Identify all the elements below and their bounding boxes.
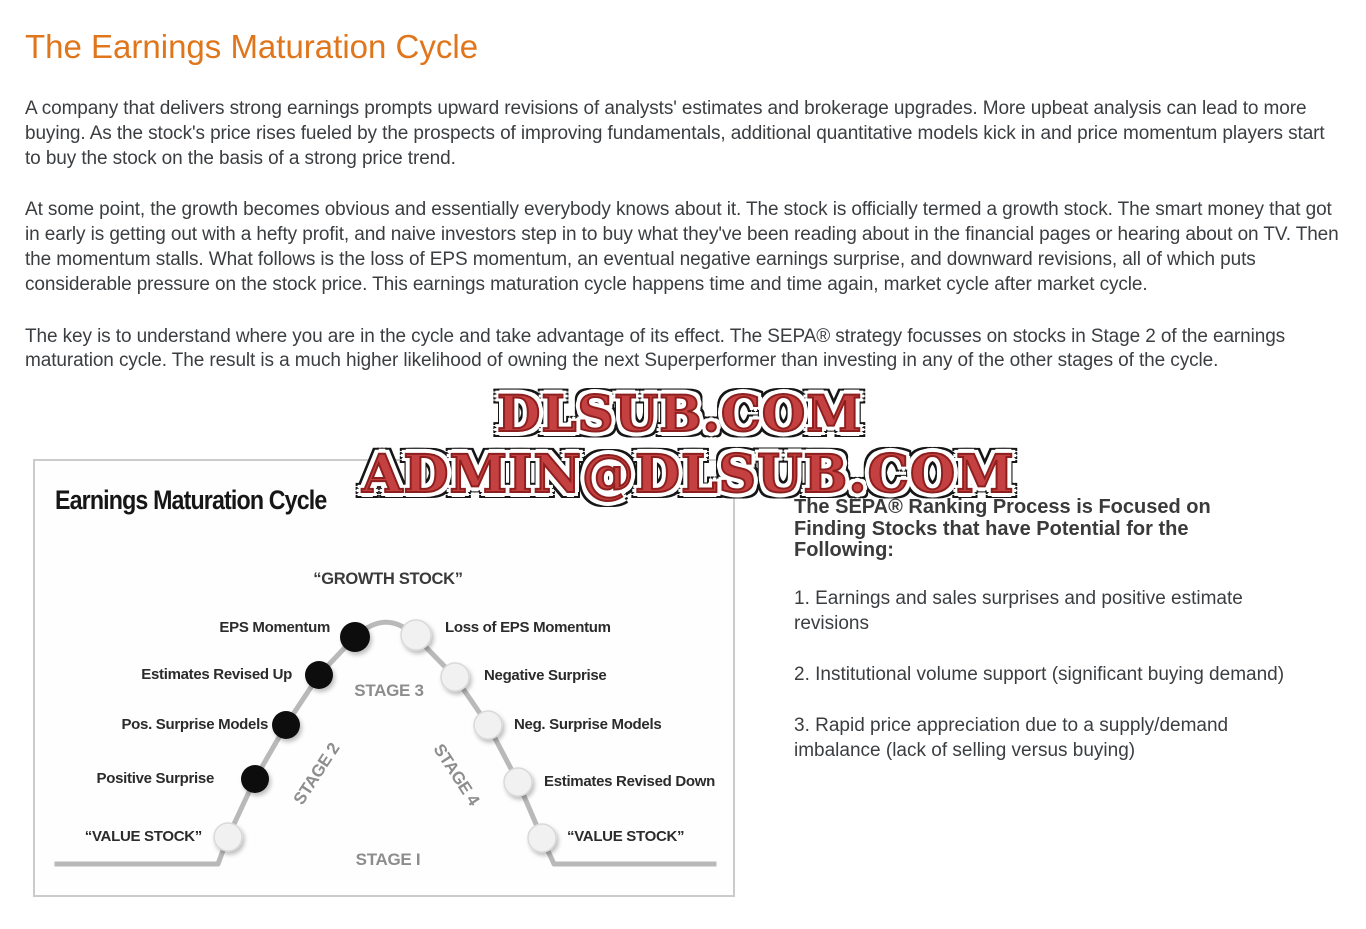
page-title: The Earnings Maturation Cycle xyxy=(25,28,479,65)
label-eps-momentum: EPS Momentum xyxy=(219,619,330,636)
sepa-item-3: 3. Rapid price appreciation due to a supply/demand imbalance (lack of selling versus buying) xyxy=(794,714,1229,761)
label-value-stock-left: “VALUE STOCK” xyxy=(84,828,202,845)
watermark-site-text: DLSUB.COM xyxy=(497,384,863,443)
label-positive-surprise: Positive Surprise xyxy=(96,770,214,787)
label-value-stock-right: “VALUE STOCK” xyxy=(567,828,685,845)
dot-pos-surprise-models xyxy=(272,711,300,739)
paragraph-3: The key is to understand where you are in the cycle and take advantage of its effect. The SEPA® strategy focusses on stocks in Stage 2 of the earnings maturation cycle. The result is a much higher likelihood of owning the next Superperformer than investing in any of the other stages of the cycle. xyxy=(25,325,1286,372)
dot-negative-surprise xyxy=(441,663,469,691)
label-pos-surprise-models: Pos. Surprise Models xyxy=(121,716,268,733)
dot-positive-surprise xyxy=(241,765,269,793)
dot-estimates-revised-up xyxy=(305,661,333,689)
article xyxy=(25,28,1345,401)
watermark-email-text: ADMIN@DLSUB.COM xyxy=(362,444,1015,505)
sepa-item-2: 2. Institutional volume support (significant buying demand) xyxy=(794,663,1285,685)
dot-eps-momentum xyxy=(340,622,370,652)
stage-1-label: STAGE I xyxy=(355,850,421,869)
label-loss-of-eps-momentum: Loss of EPS Momentum xyxy=(445,619,611,636)
sepa-ranking-column xyxy=(794,497,1288,789)
label-negative-surprise: Negative Surprise xyxy=(484,667,607,684)
figure-title: Earnings Maturation Cycle xyxy=(55,485,327,515)
label-estimates-revised-down: Estimates Revised Down xyxy=(544,773,715,790)
label-estimates-revised-up: Estimates Revised Up xyxy=(141,666,292,683)
sepa-item-1: 1. Earnings and sales surprises and positive estimate revisions xyxy=(794,587,1243,634)
stage-4-label: STAGE 4 xyxy=(429,740,484,809)
sepa-ranking-heading: The SEPA® Ranking Process is Focused on Finding Stocks that have Potential for the Following: xyxy=(794,496,1211,561)
label-neg-surprise-models: Neg. Surprise Models xyxy=(514,716,662,733)
growth-stock-label: “GROWTH STOCK” xyxy=(313,570,463,588)
stage-3-label: STAGE 3 xyxy=(354,681,424,700)
dot-value-stock-right xyxy=(528,824,556,852)
stage-2-label: STAGE 2 xyxy=(289,739,344,809)
paragraph-1: A company that delivers strong earnings prompts upward revisions of analysts' estimates and brokerage upgrades. More upbeat analysis can lead to more buying. As the stock's price rises fueled by the prospects of improving fundamentals, additional quantitative models kick in and price momentum players start to buy the stock on the basis of a strong price trend. xyxy=(25,98,1325,169)
dot-value-stock-left xyxy=(214,823,242,851)
earnings-cycle-figure xyxy=(33,459,735,897)
paragraph-2: At some point, the growth becomes obvious and essentially everybody knows about it. The stock is officially termed a growth stock. The smart money that got in early is getting out with a hefty profit, and naive investors step in to buy what they've been reading about in the financial pages or hearing about on TV. Then the momentum stalls. What follows is the loss of EPS momentum, an eventual negative earnings surprise, and downward revisions, all of which puts considerable pressure on the stock price. This earnings maturation cycle happens time and time again, market cycle after market cycle. xyxy=(25,199,1339,295)
dot-loss-of-eps-momentum xyxy=(401,620,431,650)
dot-neg-surprise-models xyxy=(474,711,502,739)
figure-canvas xyxy=(35,461,733,895)
dot-estimates-revised-down xyxy=(504,768,532,796)
